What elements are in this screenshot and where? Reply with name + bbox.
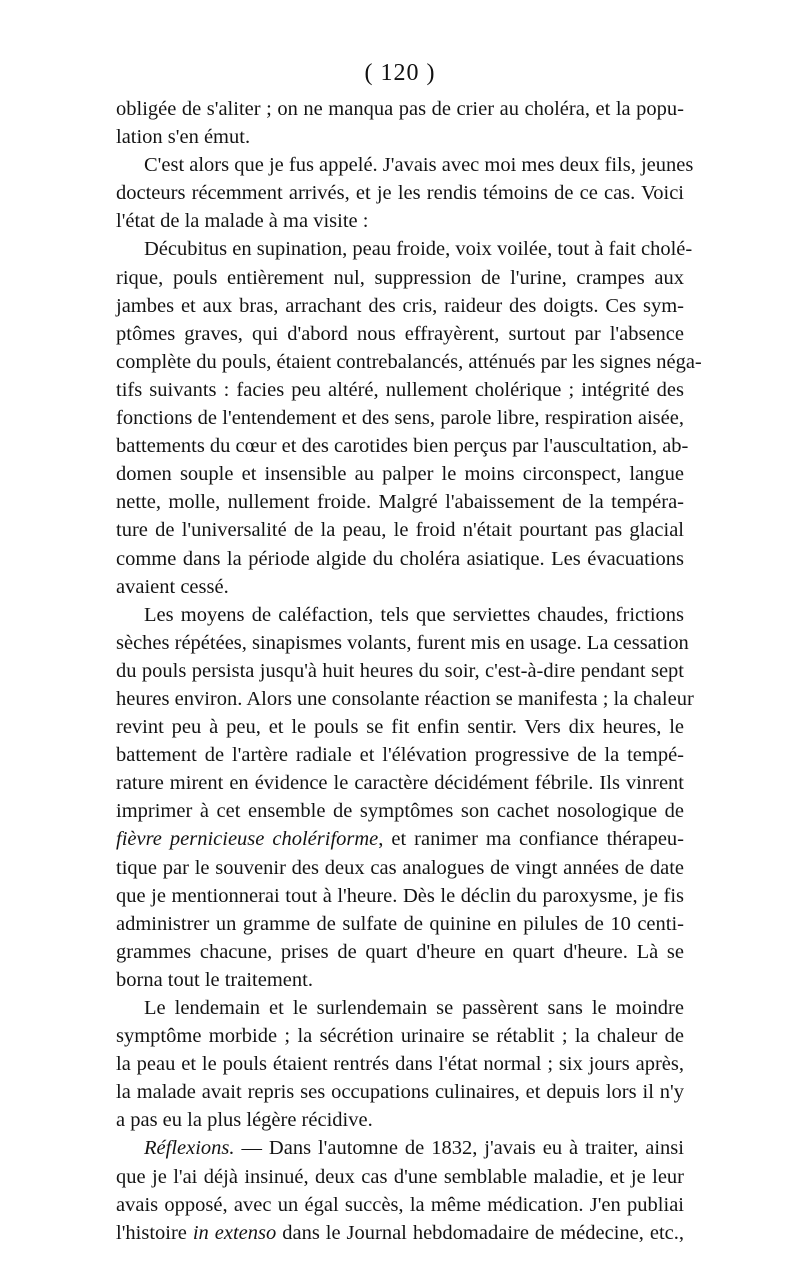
text-line: tique par le souvenir des deux cas analogues de vingt années de date [116, 856, 684, 879]
text-line: imprimer à cet ensemble de symptômes son cachet nosologique de [116, 800, 684, 823]
page-number: ( 120 ) [364, 60, 436, 86]
text-line: jambes et aux bras, arrachant des cris, raideur des doigts. Ces sym- [116, 294, 684, 317]
text-line: borna tout le traitement. [116, 968, 313, 991]
text-segment: l'histoire [116, 1221, 193, 1244]
text-line: domen souple et insensible au palper le moins circonspect, langue [116, 463, 684, 486]
text-line: Le lendemain et le surlendemain se passèrent sans le moindre [144, 997, 684, 1019]
text-line: lation s'en émut. [116, 126, 251, 149]
text-line: battement de l'artère radiale et l'élévation progressive de la tempé- [116, 744, 684, 767]
text-line: ptômes graves, qui d'abord nous effrayèrent, surtout par l'absence [116, 322, 684, 345]
text-line: battements du cœur et des carotides bien perçus par l'auscultation, ab- [116, 435, 689, 458]
text-line: avais opposé, avec un égal succès, la même médication. J'en publiai [116, 1193, 684, 1216]
text-line [116, 1134, 684, 1162]
text-line: Les moyens de caléfaction, tels que serviettes chaudes, frictions [144, 603, 684, 626]
text-line: que je mentionnerai tout à l'heure. Dès le déclin du paroxysme, je fis [116, 884, 684, 907]
text-line: ture de l'universalité de la peau, le froid n'était pourtant pas glacial [116, 519, 684, 542]
text-line: comme dans la période algide du choléra asiatique. Les évacuations [116, 547, 684, 570]
text-segment: — Dans l'automne de 1832, j'avais eu à traiter, ainsi [234, 1137, 684, 1160]
text-line: obligée de s'aliter ; on ne manqua pas de crier au choléra, et la popu- [116, 98, 684, 120]
text-line: Décubitus en supination, peau froide, voix voilée, tout à fait cholé- [144, 238, 693, 261]
text-line: symptôme morbide ; la sécrétion urinaire se rétablit ; la chaleur de [116, 1025, 684, 1048]
text-line: fonctions de l'entendement et des sens, parole libre, respiration aisée, [116, 407, 684, 430]
text-line: sèches répétées, sinapismes volants, furent mis en usage. La cessation [116, 631, 689, 654]
text-line: docteurs récemment arrivés, et je les rendis témoins de ce cas. Voici [116, 182, 684, 205]
text-line: tifs suivants : facies peu altéré, nullement cholérique ; intégrité des [116, 378, 684, 401]
text-segment: dans le Journal hebdomadaire de médecine, etc., [276, 1221, 684, 1244]
text-segment: , et ranimer ma confiance thérapeu- [378, 828, 684, 851]
italic-text: in extenso [192, 1221, 277, 1244]
text-line: du pouls persista jusqu'à huit heures du soir, c'est-à-dire pendant sept [116, 659, 684, 682]
text-line: C'est alors que je fus appelé. J'avais avec moi mes deux fils, jeunes [144, 154, 694, 177]
text-line: la peau et le pouls étaient rentrés dans l'état normal ; six jours après, [116, 1053, 684, 1076]
text-line: heures environ. Alors une consolante réaction se manifesta ; la chaleur [116, 687, 694, 710]
text-line: grammes chacune, prises de quart d'heure en quart d'heure. Là se [116, 940, 684, 963]
italic-text: fièvre pernicieuse cholériforme [116, 828, 379, 851]
text-line: nette, molle, nullement froide. Malgré l'abaissement de la tempéra- [116, 491, 684, 514]
body-text [116, 95, 702, 1247]
text-line: administrer un gramme de sulfate de quinine en pilules de 10 centi- [116, 912, 684, 935]
text-line: la malade avait repris ses occupations culinaires, et depuis lors il n'y [116, 1081, 684, 1104]
text-line: rature mirent en évidence le caractère décidément fébrile. Ils vinrent [116, 772, 684, 795]
text-line [116, 825, 684, 853]
text-line [116, 1219, 684, 1247]
text-line: complète du pouls, étaient contrebalancés, atténués par les signes néga- [116, 350, 702, 373]
text-line: revint peu à peu, et le pouls se fit enfin sentir. Vers dix heures, le [116, 716, 684, 739]
text-line: a pas eu la plus légère récidive. [116, 1109, 373, 1132]
text-line: l'état de la malade à ma visite : [116, 210, 369, 233]
italic-text: Réflexions. [144, 1137, 235, 1160]
text-line: avaient cessé. [116, 575, 229, 598]
text-line: rique, pouls entièrement nul, suppression de l'urine, crampes aux [116, 266, 684, 289]
text-line: que je l'ai déjà insinué, deux cas d'une semblable maladie, et je leur [116, 1165, 684, 1188]
